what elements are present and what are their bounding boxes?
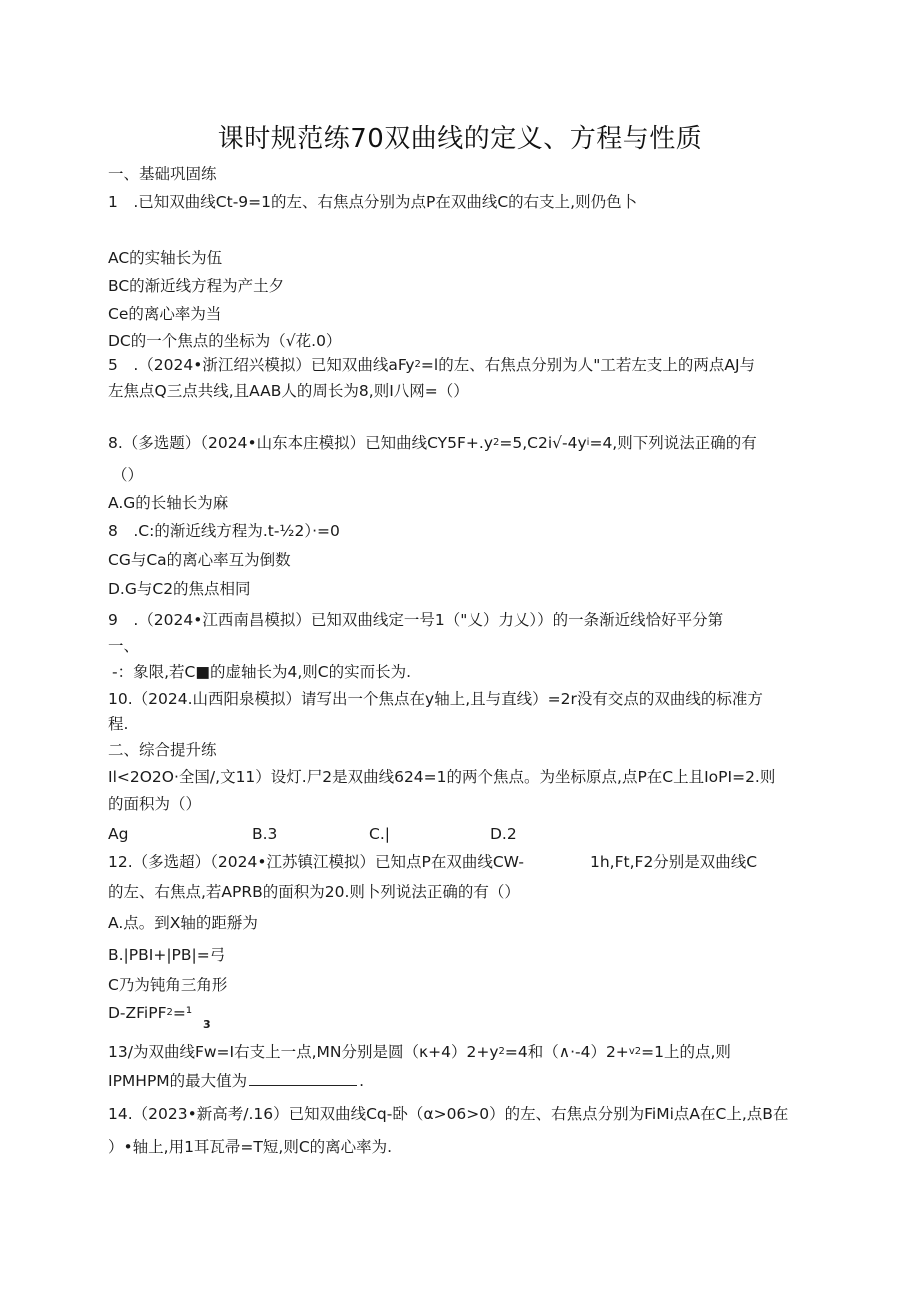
q13-line1-post: =1上的点,则 <box>641 1043 731 1061</box>
q11-line2: 的面积为（） <box>108 795 202 813</box>
q12-option-d-pre: D-ZFiPF <box>108 1004 167 1022</box>
q12-option-b: B.|PBI+|PB|=弓 <box>108 946 226 964</box>
q1-option-d: DC的一个焦点的坐标为（√花.0） <box>108 332 342 350</box>
section-advanced-heading: 二、综合提升练 <box>108 741 217 759</box>
q1-option-a: AC的实轴长为伍 <box>108 249 223 267</box>
q1-stem: 1 .已知双曲线Ct-9=1的左、右焦点分别为点P在双曲线C的右支上,则仍色卜 <box>108 193 638 211</box>
q5-line1-post: =l的左、右焦点分别为人"工若左支上的两点AJ与 <box>420 356 756 374</box>
q13-line2-pre: IPMHPM的最大值为 <box>108 1072 248 1090</box>
q9-line1: 9 .（2024•江西南昌模拟）已知双曲线定一号1（"乂）力乂））的一条渐近线恰好平分第 <box>108 611 724 629</box>
q13-line1 <box>108 1042 731 1062</box>
q11-option-b: B.3 <box>252 825 278 843</box>
q12-option-d-post: =¹ <box>172 1004 193 1022</box>
q5-line1-pre: 5 .（2024•浙江绍兴模拟）已知双曲线aFy <box>108 356 415 374</box>
q11-option-d: D.2 <box>490 825 517 843</box>
q8-line1-sup: 2 <box>493 437 500 448</box>
q9-line2: 一、 <box>108 637 140 655</box>
q8-option-c: CG与Ca的离心率互为倒数 <box>108 551 291 569</box>
q8-line1-pre: 8.（多选题）（2024•山东本庄模拟）已知曲线CY5F+.y <box>108 434 494 452</box>
q13-line1-sub: v <box>628 1046 635 1057</box>
q8-option-d: D.G与C2的焦点相同 <box>108 580 251 598</box>
q12-option-d <box>108 1003 192 1023</box>
page-title: 课时规范练70双曲线的定义、方程与性质 <box>217 124 703 154</box>
q12-line1-post: 1h,Ft,F2分别是双曲线C <box>590 853 758 871</box>
answer-blank[interactable] <box>249 1071 357 1086</box>
q14-line2: ）•轴上,用1耳瓦帚=T短,则C的离心率为. <box>108 1138 393 1156</box>
q12-fraction-denominator: 3 <box>203 1018 211 1031</box>
q12-option-c: C乃为钝角三角形 <box>108 976 228 994</box>
q5-line1 <box>108 355 755 375</box>
q10-line1: 10.（2024.山西阳泉模拟）请写出一个焦点在y轴上,且与直线）=2r没有交点的双曲线的标准方 <box>108 690 763 708</box>
q12-option-d-sub: 2 <box>166 1007 173 1018</box>
q12-line1-pre: 12.（多选超）（2024•江苏镇江模拟）已知点P在双曲线CW- <box>108 853 524 871</box>
q1-option-b: BC的渐近线方程为产土夕 <box>108 277 285 295</box>
q13-line1-mid: =4和（∧·-4）2+ <box>504 1043 629 1061</box>
q8-line1-post: =4,则下列说法正确的有 <box>589 434 757 452</box>
q11-option-c: C.| <box>369 825 390 843</box>
q8-option-b: 8 .C:的渐近线方程为.t-½2）·=0 <box>108 522 340 540</box>
q13-line1-sup: 2 <box>498 1046 505 1057</box>
q8-line1-mid: =5,C2i√-4y <box>499 434 587 452</box>
q13-line1-sup2: 2 <box>634 1046 642 1057</box>
q14-line1: 14.（2023•新高考/.16）已知双曲线Cq-卧（α>06>0）的左、右焦点分别为FiMi点A在C上,点B在 <box>108 1105 789 1123</box>
q9-line3: -：象限,若C■的虚轴长为4,则C的实而长为. <box>112 663 412 681</box>
section-basic-heading: 一、基础巩固练 <box>108 165 217 183</box>
q12-line2: 的左、右焦点,若APRB的面积为20.则卜列说法正确的有（） <box>108 883 520 901</box>
q5-line2: 左焦点Q三点共线,且AAB人的周长为8,则I八网=（） <box>108 382 469 400</box>
q11-line1: Il<2O2O·全国/,文11）设灯.尸2是双曲线624=1的两个焦点。为坐标原点,点P在C上且IoPI=2.则 <box>108 768 776 786</box>
q5-line1-sup: 2 <box>414 359 421 370</box>
q8-line1 <box>108 433 757 453</box>
q13-line2 <box>108 1071 364 1091</box>
q13-line2-post: . <box>359 1072 365 1090</box>
q1-option-c: Ce的离心率为当 <box>108 305 222 323</box>
q8-option-a: A.G的长轴长为麻 <box>108 494 229 512</box>
q11-option-a: Ag <box>108 825 129 843</box>
q8-line2: （） <box>112 466 144 484</box>
q10-line2: 程. <box>108 715 129 733</box>
q13-line1-pre: 13/为双曲线Fw=I右支上一点,MN分别是圆（κ+4）2+y <box>108 1043 499 1061</box>
q8-line1-sup2: i <box>586 437 590 448</box>
q12-option-a: A.点。到X轴的距掰为 <box>108 914 258 932</box>
